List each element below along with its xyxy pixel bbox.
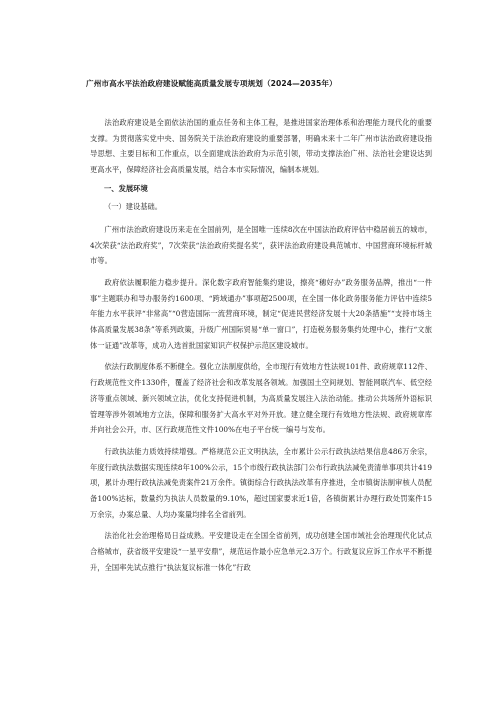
- body-paragraph: 法治化社会治理格局日益成熟。平安建设走在全国全省前列，成功创建全国市域社会治理现代化试点合格城市，获省级平安建设“一星平安鼎”，规范运作最小应急单元2.3万个。行政复议应诉工作水平不断提升，全国率先试点推行“执法复议标准一体化”行政: [90, 531, 432, 572]
- section-heading-development-environment: 一、发展环境: [104, 183, 148, 193]
- body-paragraph: 政府依法履职能力稳步提升。深化数字政府智能集约建设，擦亮“穗好办”政务服务品牌，推出“一件事”主题联办和导办服务约1600项、“跨域通办”事项超2500项，在全国一体化政务服务能力评估中连续5年能力水平获评“非常高”“0营造国际一流营商环境，制定“促进民营经济发展十大20条措施”“支持市场主体高质量发展38条”等系列政策，升级广州国际贸易“单一窗口”，打造税务服务集约处理中心，推行“文旅体一证通”改革等，成功入选首批国家知识产权保护示范区建设城市。: [90, 277, 432, 350]
- body-paragraph: 依法行政制度体系不断健全。强化立法制度供给，全市现行有效地方性法规101件、政府规章112件、行政规范性文件1330件，覆盖了经济社会和改革发展各领域。加强国土空间规划、智能网联汽车、低空经济等重点领域、新兴领域立法，优化支持促进机制，为高质量发展注入法治动能。推动公共场所外语标识管理等涉外领域地方立法，保障和服务扩大高水平对外开放。建立健全现行有效地方性法规、政府规章库并向社会公开，市、区行政规范性文件100%在电子平台统一编号与发布。: [90, 362, 432, 435]
- document-title: 广州市高水平法治政府建设赋能高质量发展专项规划（2024—2035年）: [86, 79, 337, 88]
- body-paragraph: 广州市法治政府建设历来走在全国前列，是全国唯一连续8次在中国法治政府评估中稳居前五的城市，4次荣获“法治政府奖”，7次荣获“法治政府奖提名奖”，获评法治政府建设典范城市、中国营商环境标杆城市等。: [90, 224, 432, 266]
- intro-paragraph: 法治政府建设是全面依法治国的重点任务和主体工程，是推进国家治理体系和治理能力现代化的重要支撑。为贯彻落实党中央、国务院关于法治政府建设的重要部署，明确未来十二年广州市法治政府建设指导思想、主要目标和工作重点，以全面建成法治政府为示范引领，带动支撑法治广州、法治社会建设达到更高水平，保障经济社会高质量发展，结合本市实际情况，编制本规划。: [90, 118, 432, 175]
- body-paragraph: 行政执法能力质效持续增强。严格规范公正文明执法，全市累计公示行政执法结果信息486万余宗，年度行政执法数据实现连续8年100%公示，15个市级行政执法部门公布行政执法减免责清单事项共计419项，累计办理行政执法减免责案件21万余件。镇街综合行政执法改革有序推进，全市镇街法制审核人员配备100%达标，数量约为执法人员数量的9.10%，超过国家要求近1倍，各镇街累计办理行政处罚案件15万余宗，办案总量、人均办案量均排名全省前列。: [90, 446, 432, 519]
- subsection-heading-foundation: （一）建设基础。: [104, 201, 163, 211]
